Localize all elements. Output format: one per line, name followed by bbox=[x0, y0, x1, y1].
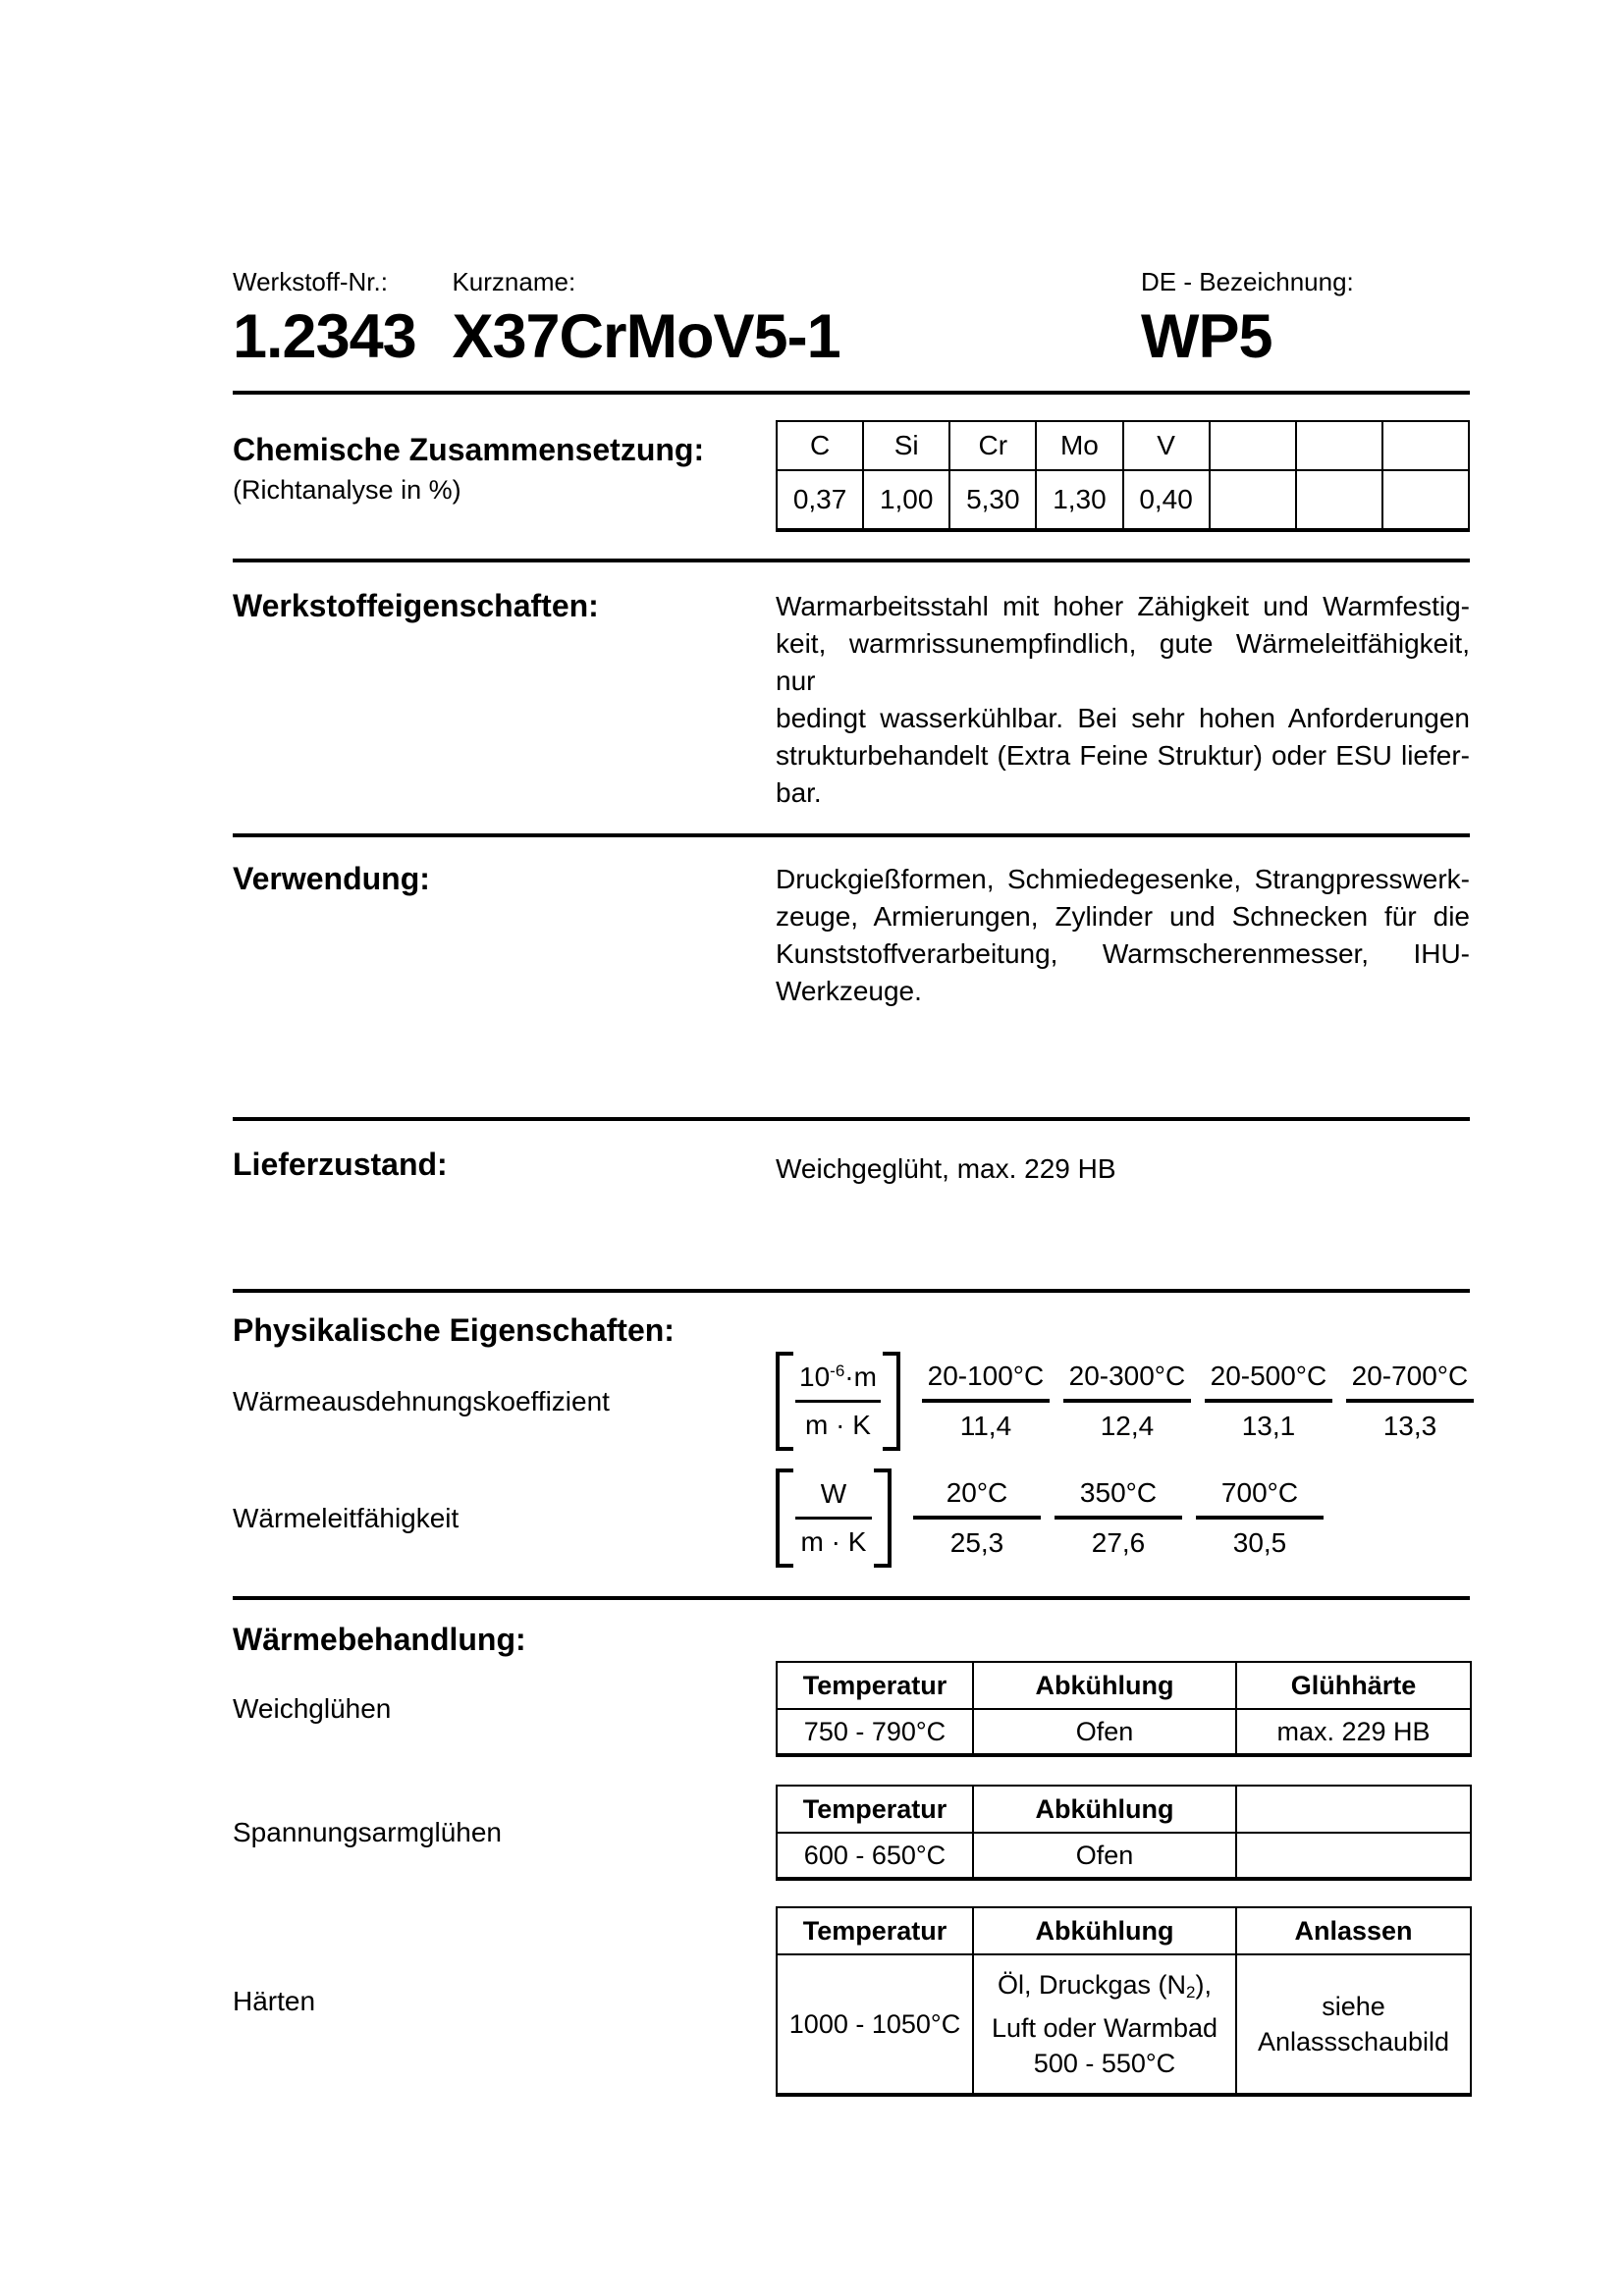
conductivity-unit-fraction bbox=[795, 1476, 872, 1560]
heat-treatment-heading: Wärmebehandlung: bbox=[233, 1622, 526, 1657]
table-header-row bbox=[777, 1662, 1471, 1709]
conductivity-columns bbox=[913, 1477, 1324, 1559]
paragraph-line: Warmarbeitsstahl mit hoher Zähigkeit und Warmfestig- bbox=[776, 591, 1470, 621]
paragraph-line: keit, warmrissunempfindlich, gute Wärmeleitfähigkeit, nur bbox=[776, 628, 1470, 696]
expansion-unit-fraction bbox=[795, 1360, 881, 1443]
delivery-text: Weichgeglüht, max. 229 HB bbox=[776, 1153, 1116, 1184]
element-value bbox=[1210, 470, 1296, 530]
element-value: 5,30 bbox=[949, 470, 1036, 530]
stress-relief-label: Spannungsarmglühen bbox=[233, 1817, 502, 1847]
unit-exponent: -6 bbox=[830, 1362, 845, 1380]
column-header: Abkühlung bbox=[973, 1662, 1236, 1709]
table-value-row bbox=[777, 470, 1469, 530]
temp-range: 20-300°C bbox=[1063, 1361, 1191, 1403]
section-divider bbox=[233, 1596, 1470, 1600]
element-header: Si bbox=[863, 421, 949, 470]
werkstoff-nr-block bbox=[233, 267, 448, 369]
column-header: Temperatur bbox=[777, 1786, 973, 1833]
conductivity-value: 30,5 bbox=[1232, 1527, 1287, 1558]
section-heat-treatment bbox=[233, 1622, 1470, 2097]
element-header: C bbox=[777, 421, 863, 470]
paragraph-line: bedingt wasserkühlbar. Bei sehr hohen Anforderungen bbox=[776, 703, 1470, 733]
coefficient-value: 13,1 bbox=[1241, 1411, 1296, 1441]
chemical-heading: Chemische Zusammensetzung: bbox=[233, 432, 705, 467]
element-value: 0,40 bbox=[1123, 470, 1210, 530]
properties-heading-block bbox=[233, 588, 776, 812]
column-header: Abkühlung bbox=[973, 1907, 1236, 1954]
unit-numerator: W bbox=[820, 1478, 847, 1509]
properties-text bbox=[776, 588, 1470, 812]
table-header-row bbox=[777, 421, 1469, 470]
expansion-column bbox=[1063, 1361, 1191, 1442]
tempering-cell bbox=[1236, 1954, 1471, 2095]
temp-range: 20-700°C bbox=[1346, 1361, 1474, 1403]
chemical-composition-table bbox=[776, 420, 1470, 532]
paragraph-line: Werkzeuge. bbox=[776, 976, 922, 1006]
hardening-label: Härten bbox=[233, 1986, 316, 2016]
hardness-cell: max. 229 HB bbox=[1236, 1709, 1471, 1755]
temp-value: 700°C bbox=[1196, 1477, 1324, 1520]
unit-base: 10 bbox=[799, 1362, 831, 1392]
element-header bbox=[1210, 421, 1296, 470]
expansion-column bbox=[1346, 1361, 1474, 1442]
usage-text bbox=[776, 861, 1470, 1117]
werkstoff-nr-label: Werkstoff-Nr.: bbox=[233, 267, 388, 296]
column-header: Glühhärte bbox=[1236, 1662, 1471, 1709]
temperature-cell: 600 - 650°C bbox=[777, 1833, 973, 1879]
section-divider bbox=[233, 391, 1470, 395]
element-value: 0,37 bbox=[777, 470, 863, 530]
conductivity-value: 25,3 bbox=[949, 1527, 1004, 1558]
unit-denominator: m · K bbox=[795, 1517, 872, 1560]
expansion-column bbox=[1205, 1361, 1332, 1442]
column-header: Anlassen bbox=[1236, 1907, 1471, 1954]
page-content bbox=[233, 0, 1470, 2097]
kurzname-value: X37CrMoV5-1 bbox=[452, 302, 840, 371]
element-header: V bbox=[1123, 421, 1210, 470]
document-header bbox=[233, 267, 1470, 369]
stress-relief-row bbox=[233, 1785, 1470, 1881]
unit-numerator bbox=[795, 1360, 881, 1400]
delivery-heading-block bbox=[233, 1147, 776, 1289]
usage-heading-block bbox=[233, 861, 776, 1117]
bezeichnung-label: DE - Bezeichnung: bbox=[1141, 267, 1354, 296]
element-value bbox=[1296, 470, 1382, 530]
conductivity-label: Wärmeleitfähigkeit bbox=[233, 1502, 460, 1533]
temp-range: 20-500°C bbox=[1205, 1361, 1332, 1403]
soft-annealing-table bbox=[776, 1661, 1472, 1757]
expansion-columns bbox=[922, 1361, 1474, 1442]
table-value-row bbox=[777, 1833, 1471, 1879]
soft-annealing-row bbox=[233, 1661, 1470, 1757]
chemical-table-block bbox=[776, 420, 1470, 532]
hardening-row bbox=[233, 1906, 1470, 2097]
kurzname-block bbox=[452, 267, 839, 369]
bezeichnung-block bbox=[1141, 267, 1354, 369]
cooling-text: Öl, Druckgas (N bbox=[997, 1970, 1187, 2000]
coefficient-value: 13,3 bbox=[1382, 1411, 1437, 1441]
section-chemical-composition bbox=[233, 420, 1470, 532]
section-physical-properties bbox=[233, 1312, 1470, 1568]
bezeichnung-value: WP5 bbox=[1141, 302, 1272, 371]
kurzname-label: Kurzname: bbox=[452, 267, 576, 296]
temp-range: 20-100°C bbox=[922, 1361, 1050, 1403]
element-header: Mo bbox=[1036, 421, 1122, 470]
stress-relief-table bbox=[776, 1785, 1472, 1881]
temperature-cell: 750 - 790°C bbox=[777, 1709, 973, 1755]
paragraph-line: zeuge, Armierungen, Zylinder und Schnecken für die bbox=[776, 901, 1470, 932]
section-divider bbox=[233, 833, 1470, 837]
chemical-heading-block bbox=[233, 420, 776, 532]
element-header bbox=[1382, 421, 1469, 470]
paragraph-line: bar. bbox=[776, 777, 822, 808]
cooling-line: Luft oder Warmbad bbox=[991, 2013, 1218, 2043]
conductivity-value: 27,6 bbox=[1091, 1527, 1146, 1558]
column-header: Temperatur bbox=[777, 1907, 973, 1954]
delivery-heading: Lieferzustand: bbox=[233, 1147, 448, 1182]
cooling-cell: Ofen bbox=[973, 1709, 1236, 1755]
physical-heading: Physikalische Eigenschaften: bbox=[233, 1312, 675, 1348]
element-value: 1,00 bbox=[863, 470, 949, 530]
conductivity-column bbox=[1055, 1477, 1182, 1559]
table-value-row bbox=[777, 1954, 1471, 2095]
cooling-text: ), bbox=[1195, 1970, 1212, 2000]
conductivity-column bbox=[1196, 1477, 1324, 1559]
element-header bbox=[1296, 421, 1382, 470]
table-header-row bbox=[777, 1786, 1471, 1833]
paragraph-line: Kunststoffverarbeitung, Warmscherenmesser, IHU- bbox=[776, 938, 1470, 969]
properties-heading: Werkstoffeigenschaften: bbox=[233, 588, 599, 623]
column-header: Temperatur bbox=[777, 1662, 973, 1709]
table-value-row bbox=[777, 1709, 1471, 1755]
thermal-expansion-row bbox=[233, 1352, 1470, 1451]
coefficient-value: 11,4 bbox=[959, 1411, 1012, 1441]
empty-cell bbox=[1236, 1833, 1471, 1879]
nitrogen-subscript: 2 bbox=[1186, 1983, 1196, 2002]
conductivity-column bbox=[913, 1477, 1041, 1559]
conductivity-unit-bracket bbox=[776, 1468, 892, 1568]
temperature-cell: 1000 - 1050°C bbox=[777, 1954, 973, 2095]
cooling-cell: Ofen bbox=[973, 1833, 1236, 1879]
cooling-cell bbox=[973, 1954, 1236, 2095]
usage-heading: Verwendung: bbox=[233, 861, 430, 896]
unit-denominator: m · K bbox=[795, 1400, 881, 1443]
paragraph-line: Druckgießformen, Schmiedegesenke, Strangpresswerk- bbox=[776, 864, 1470, 894]
section-divider bbox=[233, 1289, 1470, 1293]
section-divider bbox=[233, 1117, 1470, 1121]
cooling-line: 500 - 550°C bbox=[1033, 2049, 1176, 2078]
section-delivery-condition bbox=[233, 1147, 1470, 1289]
tempering-line: siehe bbox=[1322, 1992, 1385, 2021]
temp-value: 350°C bbox=[1055, 1477, 1182, 1520]
element-value: 1,30 bbox=[1036, 470, 1122, 530]
hardening-table bbox=[776, 1906, 1472, 2097]
element-value bbox=[1382, 470, 1469, 530]
cooling-line bbox=[974, 1967, 1235, 2010]
section-divider bbox=[233, 559, 1470, 562]
soft-annealing-label: Weichglühen bbox=[233, 1693, 392, 1724]
section-material-properties bbox=[233, 588, 1470, 812]
temp-value: 20°C bbox=[913, 1477, 1041, 1520]
expansion-label: Wärmeausdehnungskoeffizient bbox=[233, 1385, 610, 1416]
tempering-line: Anlassschaubild bbox=[1257, 2027, 1450, 2056]
expansion-unit-bracket bbox=[776, 1352, 900, 1451]
column-header: Abkühlung bbox=[973, 1786, 1236, 1833]
coefficient-value: 12,4 bbox=[1100, 1411, 1155, 1441]
section-usage bbox=[233, 861, 1470, 1117]
unit-rest: ·m bbox=[844, 1362, 877, 1392]
chemical-subheading: (Richtanalyse in %) bbox=[233, 475, 461, 505]
table-header-row bbox=[777, 1907, 1471, 1954]
expansion-column bbox=[922, 1361, 1050, 1442]
element-header: Cr bbox=[949, 421, 1036, 470]
thermal-conductivity-row bbox=[233, 1468, 1470, 1568]
paragraph-line: strukturbehandelt (Extra Feine Struktur) oder ESU liefer- bbox=[776, 740, 1470, 771]
column-header bbox=[1236, 1786, 1471, 1833]
werkstoff-nr-value: 1.2343 bbox=[233, 302, 416, 371]
